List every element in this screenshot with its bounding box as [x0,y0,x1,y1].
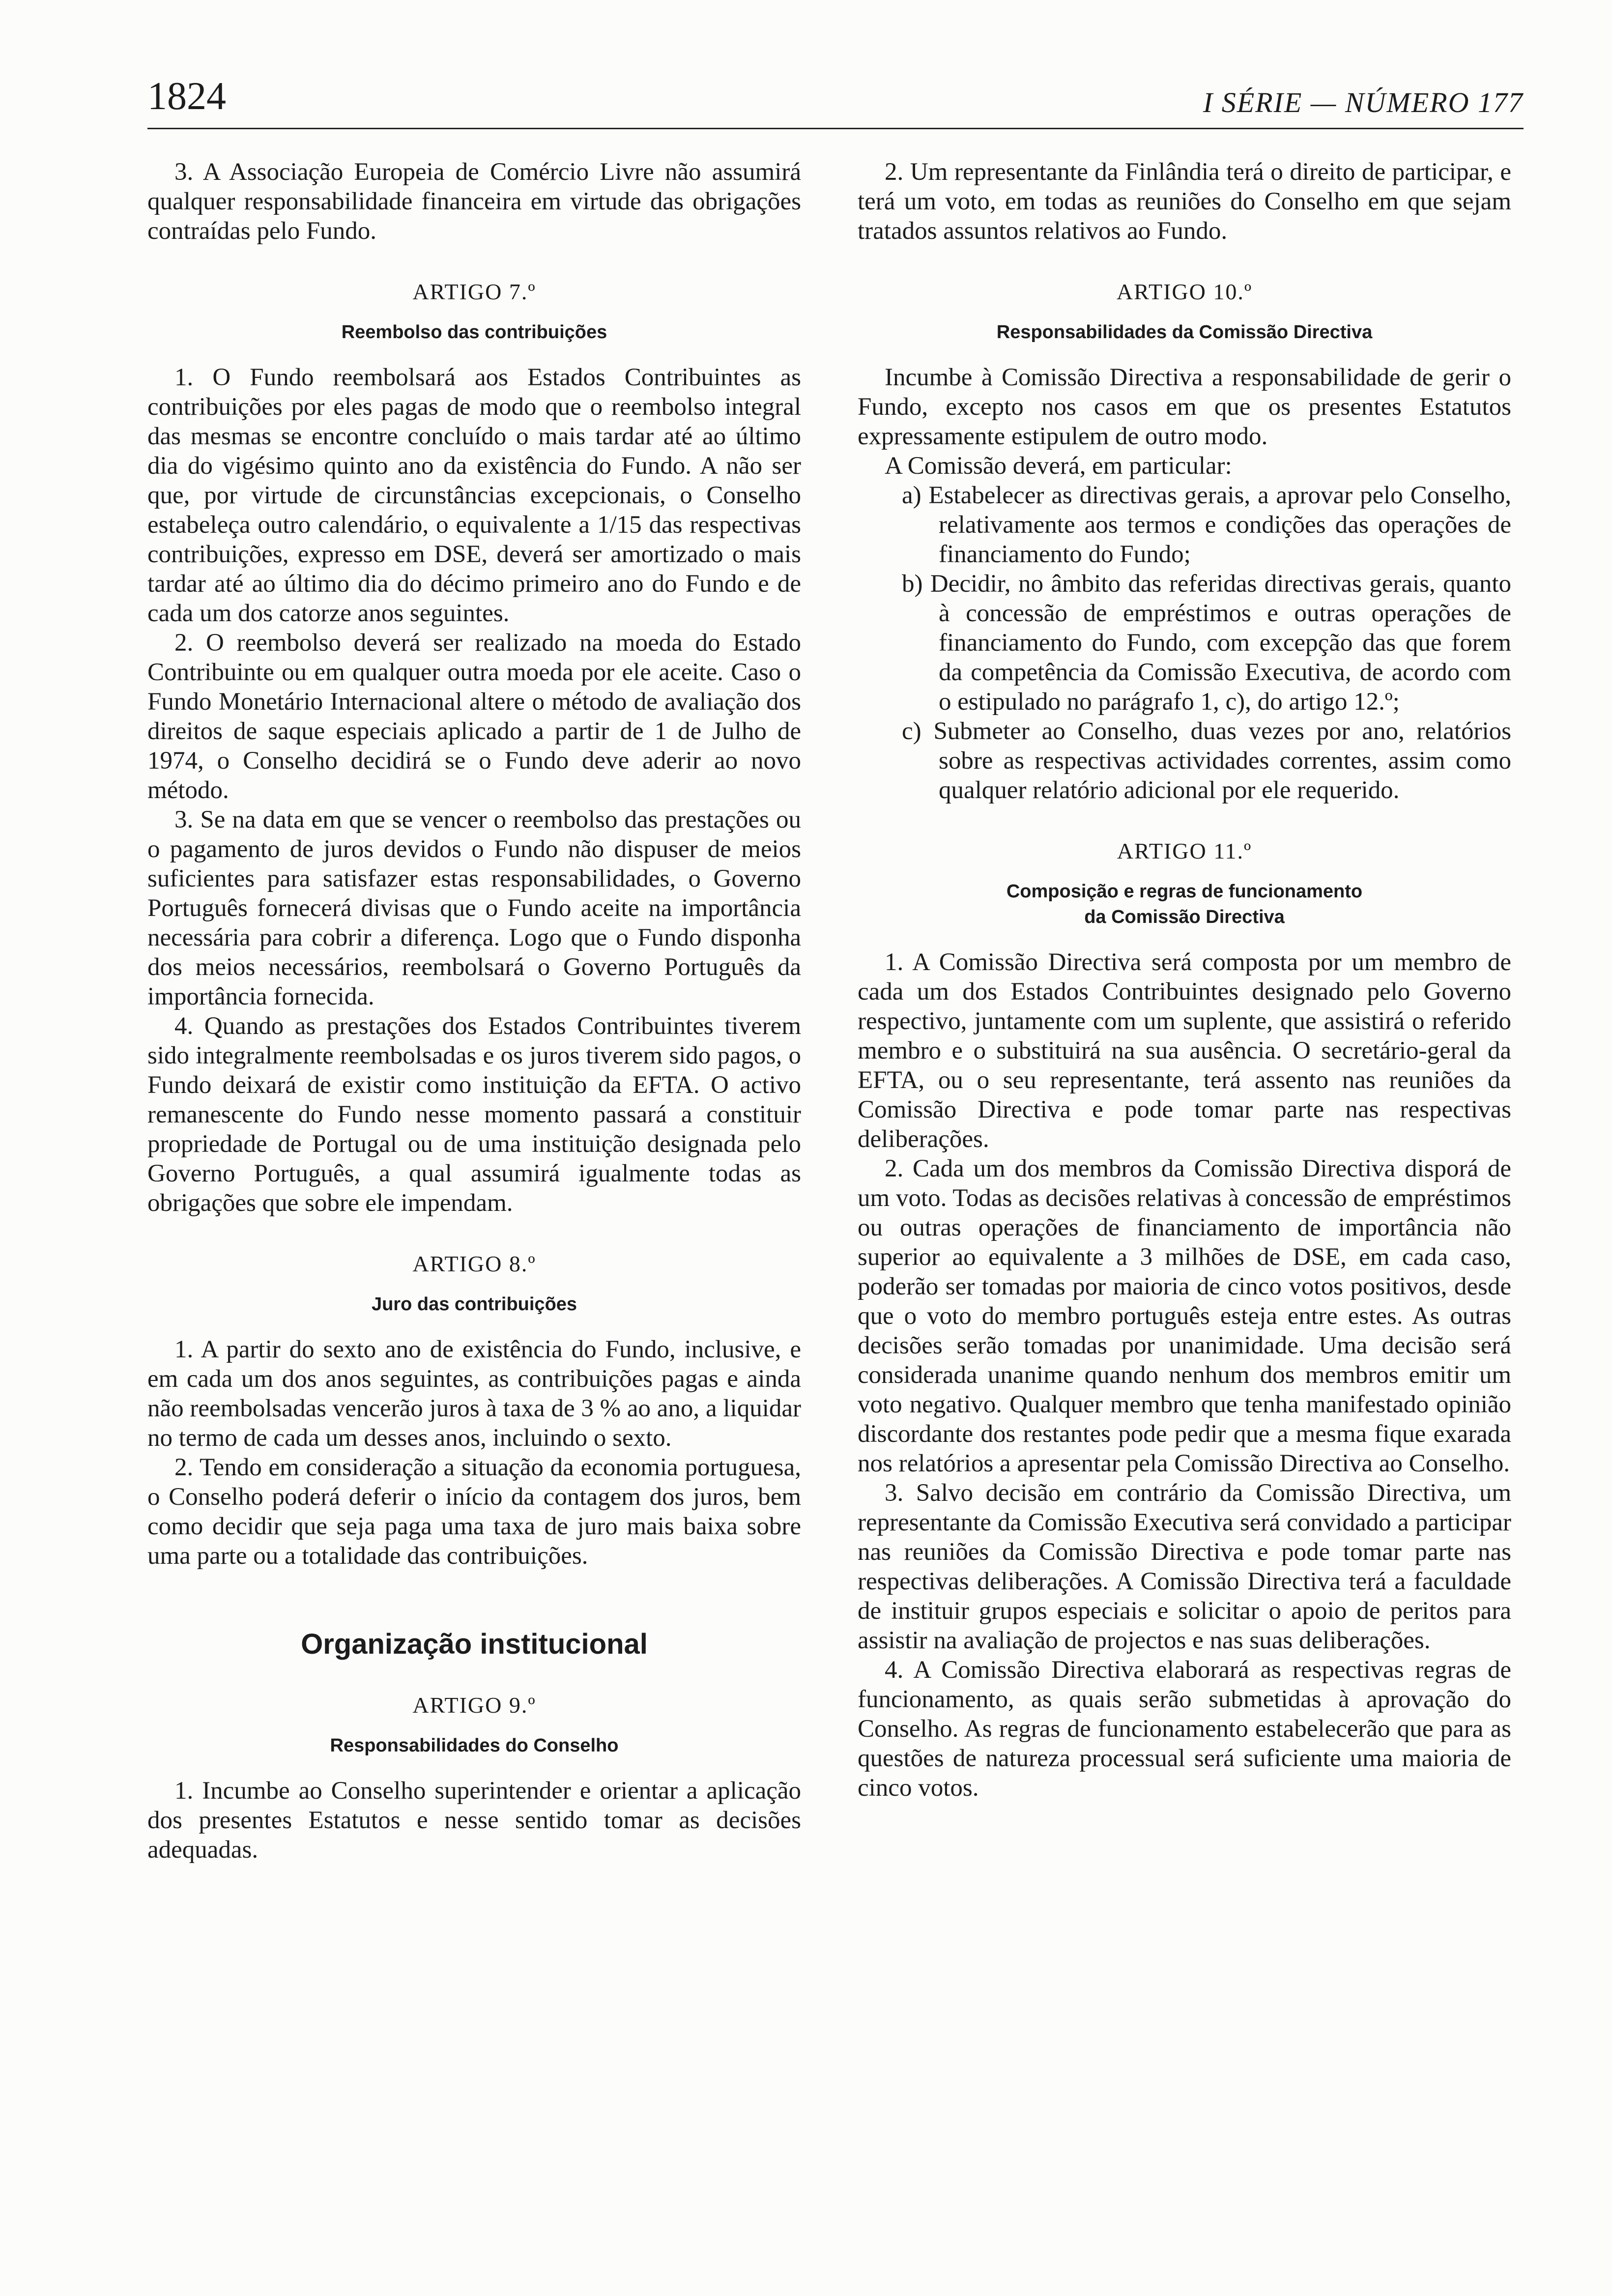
list-item: c) Submeter ao Conselho, duas vezes por ano, relatórios sobre as respectivas actividades correntes, assim como qualquer relatório adicional por ele requerido. [902,718,1511,804]
article-subtitle: Responsabilidades da Comissão Directiva [996,322,1373,343]
paragraph: 2. Um representante da Finlândia terá o direito de participar, e terá um voto, em todas as reuniões do Conselho em que sejam tratados assuntos relativos ao Fundo. [858,158,1511,245]
paragraph: 3. Se na data em que se vencer o reembolso das prestações ou o pagamento de juros devidos o Fundo não dispuser de meios suficientes para satisfazer estas responsabilidades, o Governo Português fornecerá divisas que o Fundo aceite na importância necessária para cobrir a diferença. Logo que o Fundo disponha dos meios necessários, reembolsará o Governo Português da importância fornecida. [147,806,801,1010]
paragraph: 3. A Associação Europeia de Comércio Livre não assumirá qualquer responsabilidade financeira em virtude das obrigações contraídas pelo Fundo. [147,158,801,245]
paragraph: 3. Salvo decisão em contrário da Comissão Directiva, um representante da Comissão Executiva será convidado a participar nas reuniões da Comissão Directiva e pode tomar parte nas respectivas deliberações. A Comissão Directiva terá a faculdade de instituir grupos especiais e solicitar o apoio de peritos para assistir na avaliação de projectos e nas suas deliberações. [858,1479,1511,1654]
list-item: a) Estabelecer as directivas gerais, a aprovar pelo Conselho, relativamente aos termos e condições das operações de financiamento do Fundo; [902,482,1511,568]
paragraph: 2. O reembolso deverá ser realizado na moeda do Estado Contribuinte ou em qualquer outra moeda por ele aceite. Caso o Fundo Monetário Internacional altere o método de avaliação dos direitos de saque especiais aplicado a partir de 1 de Julho de 1974, o Conselho decidirá se o Fundo deve aderir ao novo método. [147,629,801,804]
article-subtitle: Juro das contribuições [371,1294,577,1315]
article-subtitle-line: Composição e regras de funcionamento [1006,881,1363,902]
paragraph: 2. Cada um dos membros da Comissão Directiva disporá de um voto. Todas as decisões relativas à concessão de empréstimos ou outras operações de financiamento de importância não superior ao equivalente a 3 milhões de DSE, em cada caso, poderão ser tomadas por maioria de cinco votos positivos, desde que o voto do membro português esteja entre estes. As outras decisões serão tomadas por unanimidade. Uma decisão será considerada unanime quando nenhum dos membros emitir um voto negativo. Qualquer membro que tenha manifestado opinião discordante dos restantes pode pedir que a mesma fique exarada nos relatórios a apresentar pela Comissão Directiva ao Conselho. [858,1155,1511,1477]
article-title: ARTIGO 11.º [1117,838,1252,863]
paragraph: 2. Tendo em consideração a situação da economia portuguesa, o Conselho poderá deferir o início da contagem dos juros, bem como decidir que seja paga uma taxa de juro mais baixa sobre uma parte ou a totalidade das contribuições. [147,1454,801,1570]
article-title: ARTIGO 9.º [412,1693,536,1718]
paragraph: Incumbe à Comissão Directiva a responsabilidade de gerir o Fundo, excepto nos casos em que os presentes Estatutos expressamente estipulem de outro modo. [858,364,1511,450]
page-header [147,74,1524,129]
article-subtitle [858,879,1511,930]
article-subtitle-line: da Comissão Directiva [1084,907,1285,927]
article-subtitle: Responsabilidades do Conselho [330,1735,619,1756]
list-item: b) Decidir, no âmbito das referidas directivas gerais, quanto à concessão de empréstimos e outras operações de financiamento do Fundo, com excepção das que forem da competência da Comissão Executiva, de acordo com o estipulado no parágrafo 1, c), do artigo 12.º; [902,570,1511,716]
article-title: ARTIGO 7.º [412,279,536,304]
article-title: ARTIGO 8.º [412,1251,536,1276]
page-number: 1824 [147,75,226,118]
article-subtitle: Reembolso das contribuições [341,322,607,343]
paragraph: 1. A partir do sexto ano de existência do Fundo, inclusive, e em cada um dos anos seguintes, as contribuições pagas e ainda não reembolsadas vencerão juros à taxa de 3 % ao ano, a liquidar no termo de cada um desses anos, incluindo o sexto. [147,1336,801,1452]
paragraph: 4. Quando as prestações dos Estados Contribuintes tiverem sido integralmente reembolsadas e os juros tiverem sido pagos, o Fundo deixará de existir como instituição da EFTA. O activo remanescente do Fundo nesse momento passará a constituir propriedade de Portugal ou de uma instituição designada pelo Governo Português, a qual assumirá igualmente todas as obrigações que sobre ele impendam. [147,1012,801,1217]
paragraph: A Comissão deverá, em particular: [885,452,1232,480]
paragraph: 1. A Comissão Directiva será composta por um membro de cada um dos Estados Contribuintes designado pelo Governo respectivo, juntamente com um suplente, que assistirá o referido membro e o substituirá na sua ausência. O secretário-geral da EFTA, ou o seu representante, terá assento nas reuniões da Comissão Directiva e pode tomar parte nas respectivas deliberações. [858,948,1511,1153]
paragraph: 1. O Fundo reembolsará aos Estados Contribuintes as contribuições por eles pagas de modo que o reembolso integral das mesmas se encontre concluído o mais tardar até ao último dia do vigésimo quinto ano da existência do Fundo. A não ser que, por virtude de circunstâncias excepcionais, o Conselho estabeleça outro calendário, o equivalente a 1/15 das respectivas contribuições, expresso em DSE, deverá ser amortizado o mais tardar até ao último dia do décimo primeiro ano do Fundo e de cada um dos catorze anos seguintes. [147,364,801,627]
paragraph: 4. A Comissão Directiva elaborará as respectivas regras de funcionamento, as quais serão submetidas à aprovação do Conselho. As regras de funcionamento estabelecerão que para as questões de natureza processual será suficiente uma maioria de cinco votos. [858,1656,1511,1802]
series-label: I SÉRIE — NÚMERO 177 [1203,86,1524,118]
section-title: Organização institucional [301,1628,648,1660]
left-column [147,157,801,1865]
paragraph: 1. Incumbe ao Conselho superintender e orientar a aplicação dos presentes Estatutos e nesse sentido tomar as decisões adequadas. [147,1777,801,1864]
right-column [858,157,1511,1803]
article-title: ARTIGO 10.º [1116,279,1253,304]
